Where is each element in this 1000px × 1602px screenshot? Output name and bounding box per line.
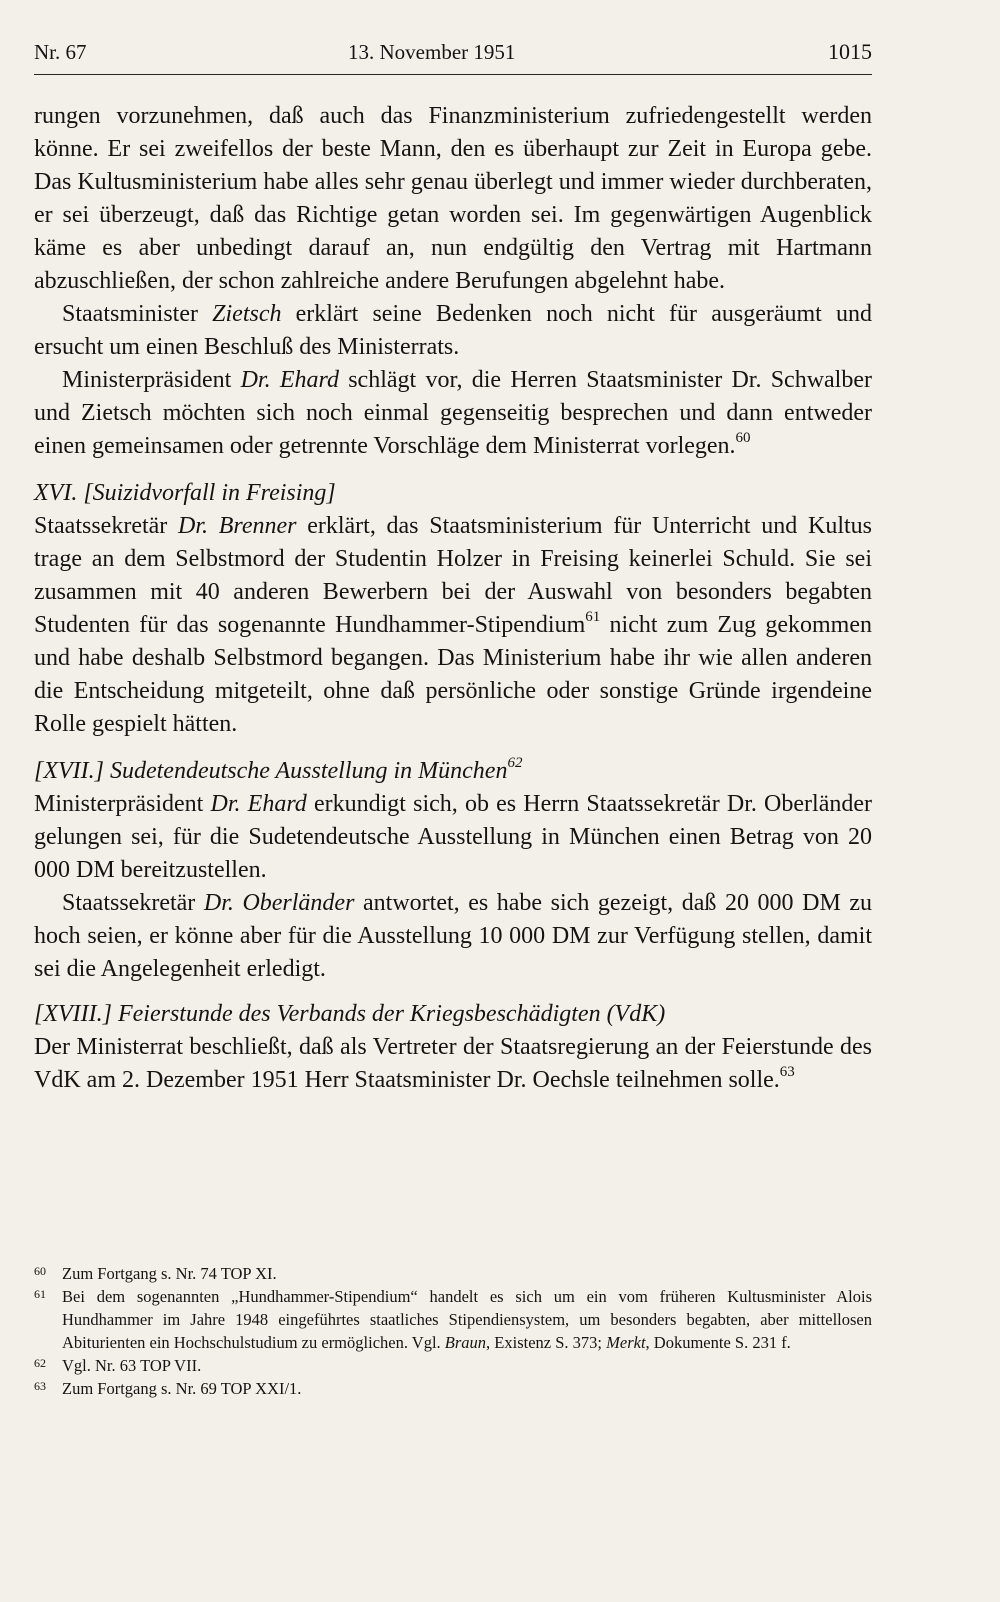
footnote-ref: 62 <box>507 755 523 771</box>
page-number: 1015 <box>828 39 872 64</box>
paragraph-ehard: Ministerpräsident Dr. Ehard schlägt vor, die Herren Staatsminister Dr. Schwalber und Zietsch möchten sich noch einmal gegenseitig besprechen und dann entweder einen gemeinsamen oder getrennte Vorschläge dem Ministerrat vorlegen.$^{60}$ <box>34 367 872 459</box>
footnote-63 <box>34 1377 872 1400</box>
section-heading-xvii: [XVII.] Sudetendeutsche Ausstellung in München$^{62}$ <box>34 755 523 784</box>
running-header <box>34 40 872 75</box>
footnote-ref: 63 <box>779 1064 795 1080</box>
body-text <box>34 100 872 1097</box>
speaker-name: Zietsch <box>212 301 282 327</box>
paragraph-zietsch: Staatsminister Zietsch erklärt seine Bedenken noch nicht für ausgeräumt und ersucht um einen Beschluß des Ministerrats. <box>34 301 872 360</box>
paragraph-oberlaender: Staatssekretär Dr. Oberländer antwortet, es habe sich gezeigt, daß 20 000 DM zu hoch seien, er könne aber für die Ausstellung 10 000 DM zur Verfügung stellen, damit sei die Angelegenheit erledigt. <box>34 890 873 982</box>
footnote-text: Vgl. Nr. 63 TOP VII. <box>62 1356 202 1375</box>
footnote-ref: 60 <box>735 430 751 446</box>
footnote-ref: 61 <box>585 609 601 625</box>
header-date: 13. November 1951 <box>348 40 516 64</box>
footnote-text: Zum Fortgang s. Nr. 69 TOP XXI/1. <box>62 1379 302 1398</box>
section-heading-xvi: XVI. [Suizidvorfall in Freising] <box>34 480 336 506</box>
footnote-text: Zum Fortgang s. Nr. 74 TOP XI. <box>62 1264 277 1283</box>
paragraph-vdk: Der Ministerrat beschließt, daß als Vertreter der Staatsregierung an der Feierstunde des VdK am 2. Dezember 1951 Herr Staatsminister Dr. Oechsle teilnehmen solle.$^{63}$ <box>34 1034 872 1093</box>
paragraph-ehard-question: Ministerpräsident Dr. Ehard erkundigt sich, ob es Herrn Staatssekretär Dr. Oberländer gelungen sei, für die Sudetendeutsche Ausstellung in München einen Betrag von 20 000 DM bereitzustellen. <box>34 791 872 883</box>
footnote-number: 63 <box>34 1379 46 1393</box>
paragraph-brenner: Staatssekretär Dr. Brenner erklärt, das Staatsministerium für Unterricht und Kultus trage an dem Selbstmord der Studentin Holzer in Freising keinerlei Schuld. Sie sei zusammen mit 40 anderen Bewerbern bei der Auswahl von besonders begabten Studenten für das sogenannte Hundhammer-Stipendium$^{61}$ nicht zum Zug gekommen und habe deshalb Selbstmord begangen. Das Ministerium habe ihr wie allen anderen die Entscheidung mitgeteilt, ohne daß persönliche oder sonstige Gründe irgendeine Rolle gespielt hätten. <box>34 513 873 737</box>
footnote-number: 62 <box>34 1356 46 1370</box>
footnotes <box>34 1262 872 1400</box>
footnote-62 <box>34 1354 872 1377</box>
footnote-60 <box>34 1262 872 1285</box>
paragraph-continuation: rungen vorzunehmen, daß auch das Finanzministerium zufriedengestellt werden könne. Er sei zweifellos der beste Mann, den es überhaupt zur Zeit in Europa gebe. Das Kultusministerium habe alles sehr genau überlegt und immer wieder durchberaten, er sei überzeugt, daß das Richtige getan worden sei. Im gegenwärtigen Augenblick käme es aber unbedingt darauf an, nun endgültig den Vertrag mit Hartmann abzuschließen, der schon zahlreiche andere Berufungen abgelehnt habe. <box>34 103 872 294</box>
footnote-number: 60 <box>34 1264 46 1278</box>
footnote-61: 61 Bei dem sogenannten „Hundhammer-Stipendium“ handelt es sich um ein vom früheren Kultusminister Alois Hundhammer im Jahre 1948 eingeführtes staatliches Stipendiensystem, um besonders begabten, aber mittellosen Abiturienten ein Hochschulstudium zu ermöglichen. Vgl. Braun, Existenz S. 373; Merkt, Dokumente S. 231 f. <box>34 1285 872 1354</box>
document-number: Nr. 67 <box>34 40 87 64</box>
speaker-name: Dr. Oberländer <box>203 890 355 916</box>
speaker-name: Dr. Ehard <box>210 791 307 817</box>
speaker-name: Dr. Brenner <box>178 513 297 539</box>
author-name: Merkt <box>606 1333 646 1352</box>
author-name: Braun <box>444 1333 487 1352</box>
footnote-number: 61 <box>34 1287 46 1301</box>
speaker-name: Dr. Ehard <box>240 367 339 393</box>
section-heading-xviii: [XVIII.] Feierstunde des Verbands der Kriegsbeschädigten (VdK) <box>34 1001 666 1027</box>
